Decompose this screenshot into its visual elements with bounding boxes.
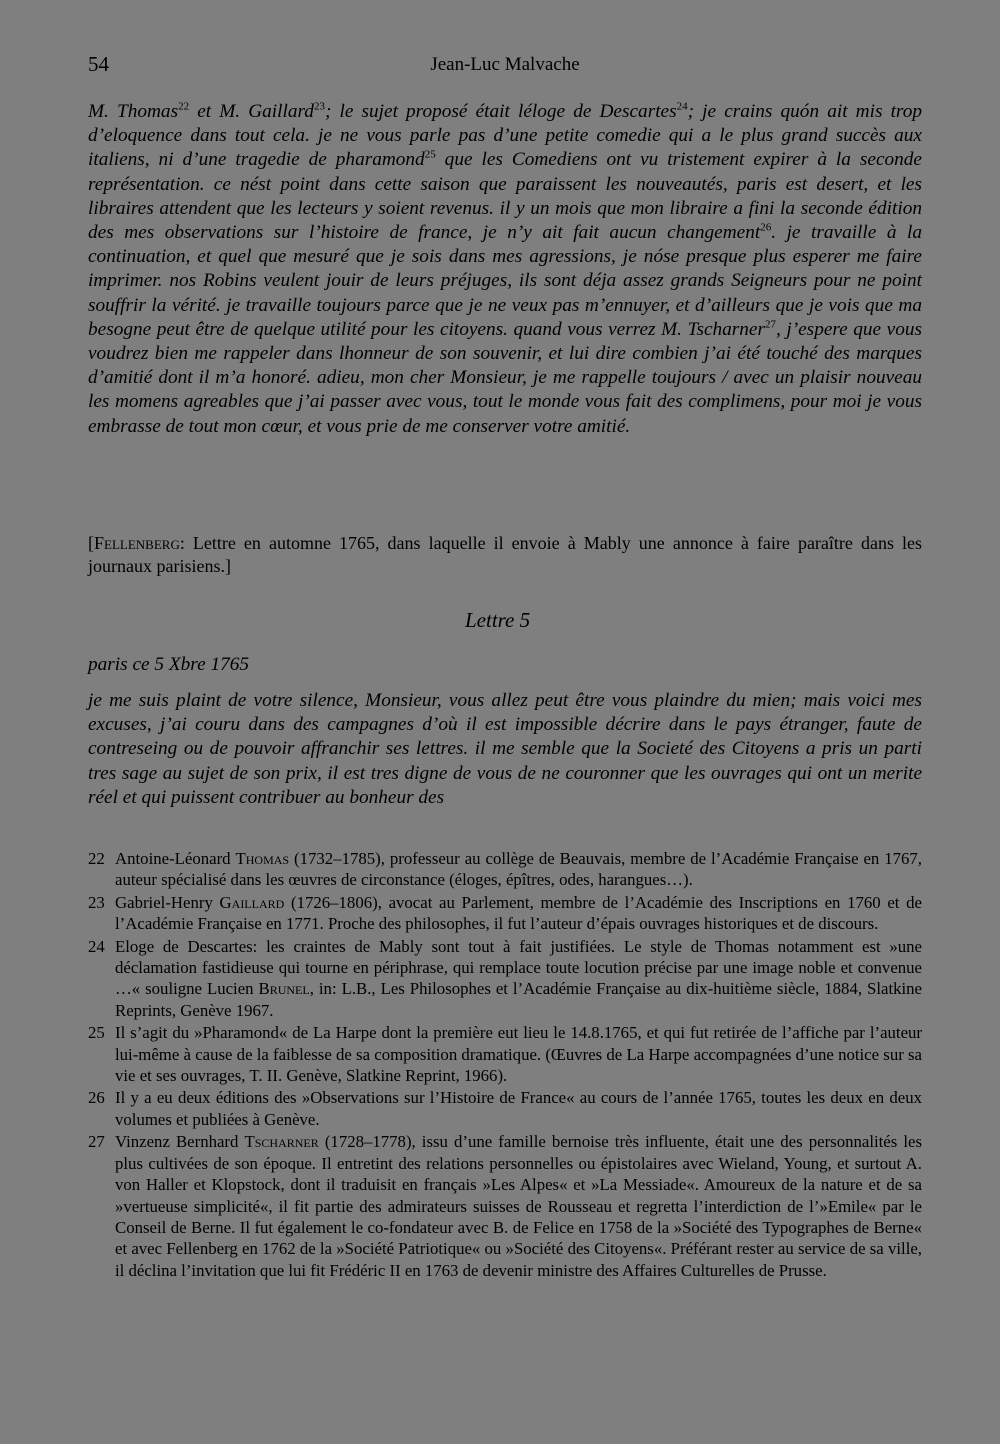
footnote-text-segment: Eloge de Descartes: les craintes de Mably sont tout à fait justifiées. Le style de Thomas notamment est »une déclamation fastidieuse qui tourne en périphrase, qui remplace toute locution précise par une image noble et convenue …« souligne Lucien: [115, 936, 922, 999]
letter-text-segment: . je travaille à la continuation, et quel que mesuré que je sois dans mes agressions, je nóse presque plus esperer me faire imprimer. nos Robins veulent jouir de leurs préjuges, ils sont déja assez grands Seigneurs pour ne point souffrir la vérité. je travaille toujours parce que je ne veux pas m’ennuyer, et d’ailleurs que je vois que ma besogne peut être de quelque utilité pour les citoyens. quand vous verrez M. Tscharner: [88, 222, 923, 340]
footnote-26: [88, 1087, 922, 1130]
letter-text-segment: ; le sujet proposé était léloge de Descartes: [324, 101, 677, 122]
letter-text-segment: que les Comediens ont vu tristement expirer à la seconde représentation. ce nést point dans cette saison que paraissent les nouveautés, paris est desert, et les libraires attendent que les lecteurs y soient revenus. il y un mois que mon libraire a fini la seconde édition des mes observations sur l’histoire de france, je n’y ait fait aucun changement: [88, 149, 922, 244]
footnote-text-segment: (1726–1806), avocat au Parlement, membre de l’Académie des Inscriptions en 1760 et de l’Académie Française en 1771. Proche des philosophes, il fut l’auteur d’épais ouvrages historiques et de discours.: [115, 892, 922, 934]
running-head: Jean-Luc Malvache: [430, 54, 580, 75]
editorial-note-text: : Lettre en automne 1765, dans laquelle il envoie à Mably une annonce à faire paraître dans les journaux parisiens.]: [88, 533, 922, 576]
footnote-27: [88, 1131, 922, 1281]
footnote-24: [88, 936, 922, 1022]
letter-5-body: je me suis plaint de votre silence, Monsieur, vous allez peut être vous plaindre du mien; mais voici mes excuses, j’ai couru dans des campagnes d’où il est impossible décrire dans le pays étranger, faute de contreseing ou de pouvoir affranchir ses lettres. il me semble que la Societé des Citoyens a pris un parti tres sage au sujet de son prix, il est tres digne de vous de ne couronner que les ouvrages qui ont un merite réel et qui puissent contribuer au bonheur des: [88, 690, 922, 808]
footnote-23: [88, 892, 922, 935]
letter-text-segment: ; je crains quón ait mis trop d’eloquence dans tout cela. je ne vous parle pas d’une petite comedie qui a le plus grand succès aux italiens, ni d’une tragedie de pharamond: [88, 101, 923, 171]
footnotes-list: [88, 848, 922, 1282]
editorial-note: [88, 532, 922, 578]
footnote-ref-26[interactable]: 26: [760, 221, 772, 234]
footnote-ref-22[interactable]: 22: [178, 100, 190, 113]
footnote-22: [88, 848, 922, 891]
footnote-number: 22: [88, 849, 105, 868]
page-number: 54: [88, 52, 109, 76]
footnote-text: [115, 848, 922, 891]
footnote-text-segment: Antoine-Léonard: [115, 849, 236, 868]
footnote-surname: Gaillard: [219, 892, 285, 912]
letter-continuation-text: [88, 100, 922, 439]
footnote-text: [115, 1022, 922, 1086]
editorial-note-name: Fellenberg: [94, 533, 180, 553]
footnote-number: 26: [88, 1088, 105, 1108]
footnote-text-segment: Gabriel-Henry: [115, 892, 220, 912]
footnote-number: 24: [88, 936, 105, 956]
footnote-number: 23: [88, 892, 105, 912]
letter-text-segment: et M. Gaillard: [189, 101, 314, 122]
footnote-ref-23[interactable]: 23: [313, 100, 325, 113]
footnote-25: [88, 1022, 922, 1086]
letter-dateline: paris ce 5 Xbre 1765: [88, 654, 250, 675]
footnote-text-segment: (1732–1785), professeur au collège de Beauvais, membre de l’Académie Française en 1767, auteur spécialisé dans les œuvres de circonstance (éloges, épîtres, odes, harangues…).: [115, 849, 922, 890]
footnote-text-segment: , in: L.B., Les Philosophes et l’Académie Française au dix-huitième siècle, 1884, Slatkine Reprints, Genève 1967.: [115, 979, 922, 1020]
page-header: [88, 52, 922, 82]
footnote-ref-25[interactable]: 25: [424, 148, 436, 161]
letter-text-segment: M. Thomas: [88, 101, 179, 122]
footnote-text-segment: Il s’agit du »Pharamond« de La Harpe dont la première eut lieu le 14.8.1765, et qui fut retirée de l’affiche par l’auteur lui-même à cause de la faiblesse de sa composition dramatique. (Œuvres de La Harpe accompagnées d’une notice sur sa vie et ses ouvrages, T. II. Genève, Slatkine Reprint, 1966).: [115, 1023, 922, 1086]
footnote-ref-24[interactable]: 24: [676, 100, 688, 113]
footnote-text-segment: Vinzenz Bernhard: [115, 1132, 245, 1152]
footnote-text-segment: (1728–1778), issu d’une famille bernoise très influente, était une des personnalités les plus cultivées de son époque. Il entretint des relations personnelles ou épistolaires avec Wieland, Young, et surtout A. von Haller et Klopstock, dont il traduisit en français »Les Alpes« et »La Messiade«. Amoureux de la nature et de sa »vertueuse simplicité«, il fit partie des admirateurs suisses de Rousseau et regretta l’interdiction de l’»Emile« par le Conseil de Berne. Il fut également le co-fondateur avec B. de Felice en 1758 de la »Société des Typographes de Berne« et avec Fellenberg en 1762 de la »Société Patriotique« ou »Société des Citoyens«. Préférant rester au service de sa ville, il déclina l’invitation que lui fit Frédéric II en 1763 de devenir ministre des Affaires Culturelles de Prusse.: [115, 1132, 922, 1280]
footnote-surname: Brunel: [258, 979, 310, 999]
letter-heading: Lettre 5: [465, 608, 531, 632]
footnote-ref-27[interactable]: 27: [765, 318, 776, 331]
footnote-surname: Thomas: [235, 849, 290, 868]
footnote-surname: Tscharner: [244, 1132, 319, 1152]
footnote-number: 27: [88, 1132, 105, 1152]
footnote-text: [115, 1131, 922, 1281]
footnote-number: 25: [88, 1023, 105, 1043]
letter-text-segment: , j’espere que vous voudrez bien me rappeler dans lhonneur de son souvenir, et lui dire combien j’ai été touché des marques d’amitié dont il m’a honoré. adieu, mon cher Monsieur, je me rappelle toujours / avec un plaisir nouveau les momens agreables que j’ai passer avec vous, tout le monde vous fait des complimens, pour moi je vous embrasse de tout mon cœur, et vous prie de me conserver votre amitié.: [88, 318, 922, 437]
footnote-text: [115, 936, 922, 1022]
footnote-text: [115, 1087, 922, 1130]
footnote-text: [115, 892, 922, 935]
bracket-open: [: [88, 533, 94, 553]
footnote-text-segment: Il y a eu deux éditions des »Observations sur l’Histoire de France« au cours de l’année 1765, toutes les deux en deux volumes et publiées à Genève.: [115, 1088, 922, 1129]
